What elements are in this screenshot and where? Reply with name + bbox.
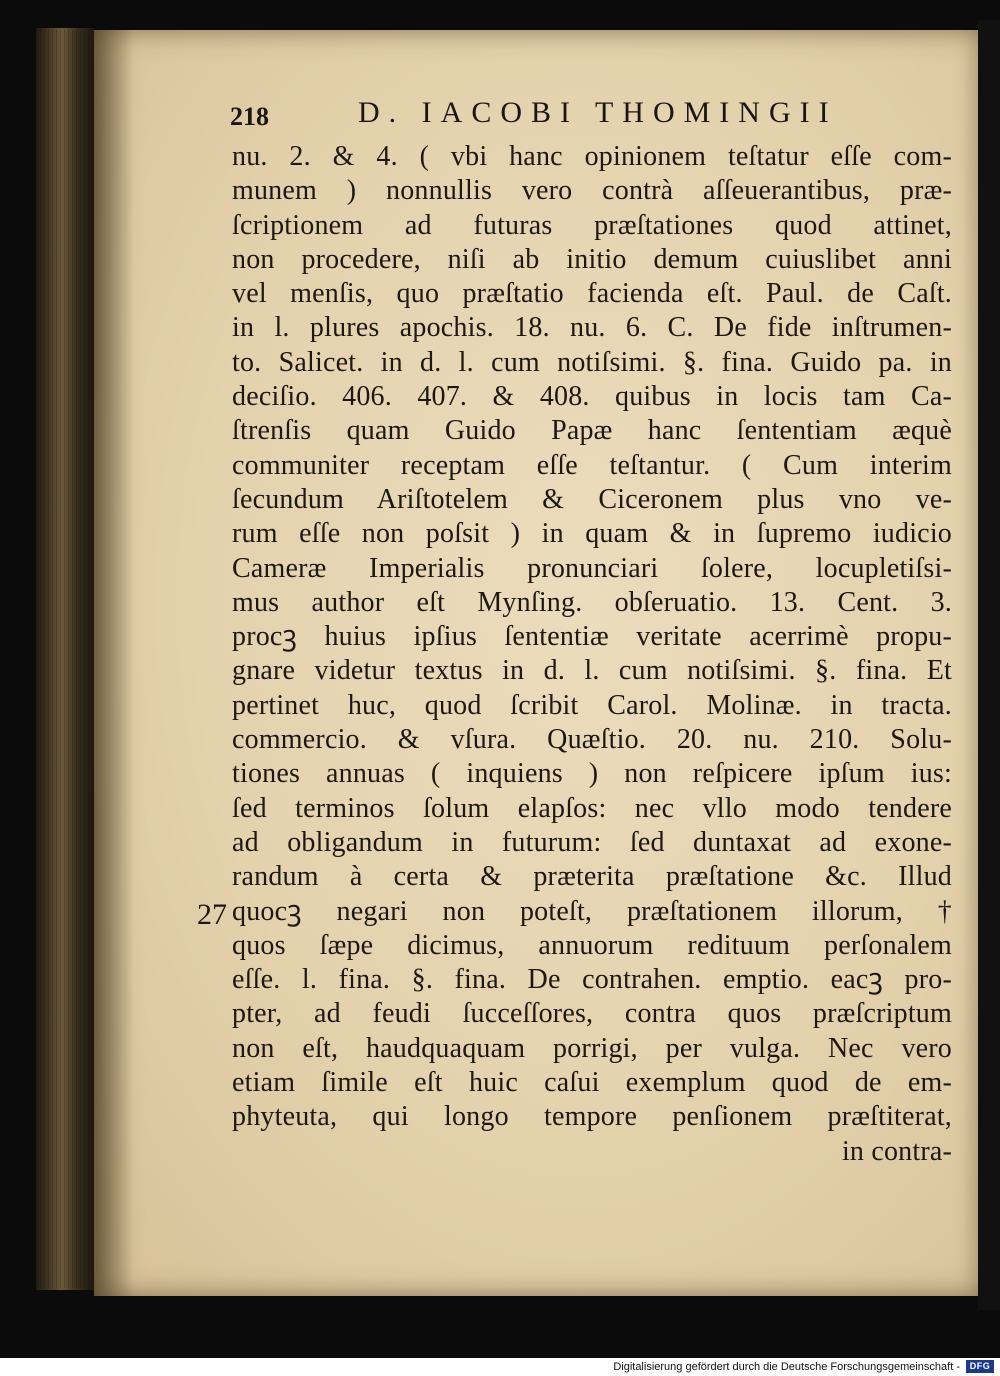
dfg-logo: DFG: [966, 1360, 994, 1373]
text-line: ad obligandum in futurum: ſed duntaxat ad exone-: [232, 826, 952, 858]
text-line: quos ſæpe dicimus, annuorum redituum perſonalem: [232, 929, 952, 961]
right-scan-edge: [978, 20, 1000, 1310]
running-head-title: D. IACOBI THOMINGII: [358, 96, 838, 129]
margin-note-number: 27: [197, 898, 227, 931]
book-page-edge-lines: [40, 30, 90, 1288]
body-text: [232, 140, 952, 1169]
text-line: pter, ad feudi ſucceſſores, contra quos præſcriptum: [232, 998, 952, 1030]
text-line: ſecundum Ariſtotelem & Ciceronem plus vno ve-: [232, 483, 952, 515]
text-line: munem ) nonnullis vero contrà aſſeuerantibus, præ-: [232, 175, 952, 207]
text-line: vel menſis, quo præſtatio facienda eſt. Paul. de Caſt.: [232, 278, 952, 310]
gutter-shadow: [94, 30, 134, 1296]
text-line: tiones annuas ( inquiens ) non reſpicere ipſum ius:: [232, 758, 952, 790]
text-line: in contra-: [841, 1135, 952, 1167]
text-line: randum à certa & præterita præſtatione &c. Illud: [232, 861, 952, 893]
text-line: mus author eſt Mynſing. obſeruatio. 13. Cent. 3.: [232, 586, 952, 618]
text-line: non procedere, niſi ab initio demum cuiuslibet anni: [232, 243, 952, 275]
text-line: phyteuta, qui longo tempore penſionem præſtiterat,: [232, 1101, 952, 1133]
text-line: in l. plures apochis. 18. nu. 6. C. De fide inſtrumen-: [232, 312, 952, 344]
text-line: rum eſſe non poſsit ) in quam & in ſupremo iudicio: [232, 518, 952, 550]
text-line: ſcriptionem ad futuras præſtationes quod attinet,: [232, 209, 952, 241]
text-line: eſſe. l. fina. §. fina. De contrahen. emptio. eacꝫ pro-: [232, 964, 952, 996]
text-line: pertinet huc, quod ſcribit Carol. Molinæ. in tracta.: [232, 689, 952, 721]
text-line: nu. 2. & 4. ( vbi hanc opinionem teſtatur eſſe com-: [232, 141, 952, 172]
text-line: procꝫ huius ipſius ſententiæ veritate acerrimè propu-: [232, 621, 952, 653]
page-number: 218: [230, 102, 269, 131]
text-line: etiam ſimile eſt huic caſui exemplum quod de em-: [232, 1067, 952, 1099]
text-line: communiter receptam eſſe teſtantur. ( Cum interim: [232, 449, 952, 481]
footer-bar: [0, 1358, 1000, 1376]
text-line: ſed terminos ſolum elapſos: nec vllo modo tendere: [232, 792, 952, 824]
text-line: quocꝫ negari non poteſt, præſtationem illorum, †: [232, 895, 952, 927]
text-line: ſtrenſis quam Guido Papæ hanc ſententiam æquè: [232, 415, 952, 447]
running-head: [230, 96, 950, 136]
text-line: non eſt, haudquaquam porrigi, per vulga. Nec vero: [232, 1032, 952, 1064]
text-line: deciſio. 406. 407. & 408. quibus in locis tam Ca-: [232, 381, 952, 413]
digitization-credit: Digitalisierung gefördert durch die Deutsche Forschungsgemeinschaft -: [613, 1361, 960, 1373]
text-line: commercio. & vſura. Quæſtio. 20. nu. 210. Solu-: [232, 724, 952, 756]
text-line: Cameræ Imperialis pronunciari ſolere, locupletiſsi-: [232, 552, 952, 584]
text-line: gnare videtur textus in d. l. cum notiſsimi. §. fina. Et: [232, 655, 952, 687]
text-line: to. Salicet. in d. l. cum notiſsimi. §. fina. Guido pa. in: [232, 346, 952, 378]
